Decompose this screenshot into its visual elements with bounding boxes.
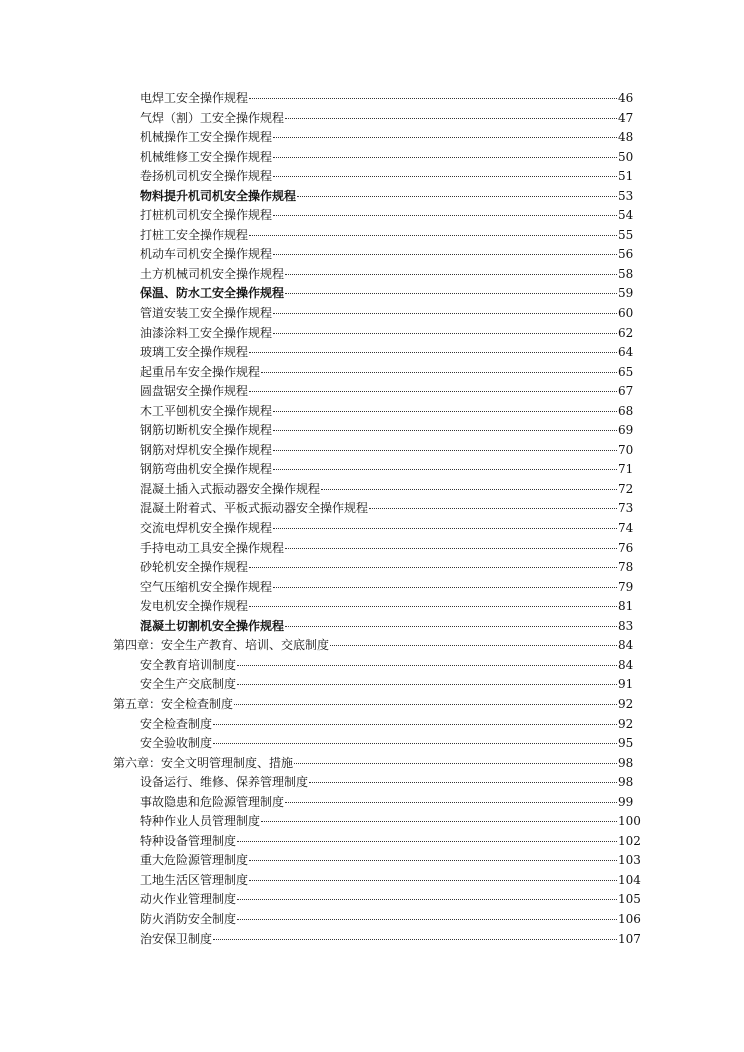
toc-entry[interactable] xyxy=(0,363,632,383)
toc-page-number: 105 xyxy=(618,892,641,907)
toc-page-number: 55 xyxy=(618,227,634,242)
toc-page-number: 84 xyxy=(618,657,634,672)
toc-page-number: 72 xyxy=(618,481,634,496)
toc-entry-title: 气焊（割）工安全操作规程 xyxy=(140,110,285,125)
toc-entry-title: 交流电焊机安全操作规程 xyxy=(140,521,273,536)
toc-dot-leader xyxy=(273,450,617,451)
toc-page-number: 79 xyxy=(618,579,634,594)
toc-entry-title: 安全生产交底制度 xyxy=(140,677,237,692)
toc-entry[interactable] xyxy=(0,402,632,422)
toc-dot-leader xyxy=(249,567,617,568)
toc-dot-leader xyxy=(237,919,617,920)
toc-entry-title: 起重吊车安全操作规程 xyxy=(140,364,261,379)
toc-entry-title: 防火消防安全制度 xyxy=(140,911,237,926)
toc-dot-leader xyxy=(273,411,617,412)
toc-page-number: 106 xyxy=(618,911,641,926)
toc-entry[interactable] xyxy=(0,851,641,871)
toc-entry[interactable] xyxy=(0,421,632,441)
toc-dot-leader xyxy=(294,763,617,764)
toc-chapter-entry[interactable] xyxy=(0,636,632,656)
toc-entry[interactable] xyxy=(0,167,632,187)
toc-entry-title: 圆盘锯安全操作规程 xyxy=(140,384,249,399)
toc-dot-leader xyxy=(369,508,617,509)
toc-page-number: 54 xyxy=(618,208,634,223)
toc-entry[interactable] xyxy=(0,324,632,344)
toc-page-number: 98 xyxy=(618,755,634,770)
toc-page-number: 69 xyxy=(618,423,634,438)
toc-entry[interactable] xyxy=(0,734,632,754)
toc-dot-leader xyxy=(273,430,617,431)
toc-page-number: 83 xyxy=(618,618,634,633)
toc-entry-title: 卷扬机司机安全操作规程 xyxy=(140,169,273,184)
toc-dot-leader xyxy=(285,626,617,627)
toc-dot-leader xyxy=(237,841,617,842)
toc-entry-title: 机械操作工安全操作规程 xyxy=(140,130,273,145)
toc-dot-leader xyxy=(213,939,617,940)
toc-dot-leader xyxy=(249,391,617,392)
toc-page-number: 92 xyxy=(618,716,634,731)
toc-entry-title: 保温、防水工安全操作规程 xyxy=(140,286,285,301)
toc-entry[interactable] xyxy=(0,558,632,578)
toc-entry-title: 砂轮机安全操作规程 xyxy=(140,560,249,575)
toc-entry[interactable] xyxy=(0,89,632,109)
toc-dot-leader xyxy=(330,645,617,646)
toc-page-number: 60 xyxy=(618,306,634,321)
toc-entry[interactable] xyxy=(0,715,632,735)
toc-entry-title: 设备运行、维修、保养管理制度 xyxy=(140,775,309,790)
toc-dot-leader xyxy=(213,743,617,744)
toc-entry[interactable] xyxy=(0,128,632,148)
toc-page-number: 74 xyxy=(618,521,634,536)
toc-entry[interactable] xyxy=(0,675,632,695)
toc-dot-leader xyxy=(285,293,617,294)
toc-entry[interactable] xyxy=(0,617,632,637)
toc-dot-leader xyxy=(261,372,617,373)
toc-entry-title: 管道安装工安全操作规程 xyxy=(140,306,273,321)
toc-dot-leader xyxy=(249,860,617,861)
toc-dot-leader xyxy=(321,489,617,490)
toc-entry[interactable] xyxy=(0,539,632,559)
toc-entry[interactable] xyxy=(0,773,632,793)
toc-entry[interactable] xyxy=(0,793,632,813)
toc-entry[interactable] xyxy=(0,265,632,285)
toc-entry[interactable] xyxy=(0,910,641,930)
toc-page-number: 81 xyxy=(618,599,634,614)
toc-dot-leader xyxy=(237,684,617,685)
toc-page-number: 58 xyxy=(618,266,634,281)
toc-entry[interactable] xyxy=(0,578,632,598)
toc-entry-title: 安全教育培训制度 xyxy=(140,657,237,672)
toc-entry-title: 特种设备管理制度 xyxy=(140,833,237,848)
toc-entry-title: 重大危险源管理制度 xyxy=(140,853,249,868)
toc-page-number: 78 xyxy=(618,560,634,575)
toc-entry[interactable] xyxy=(0,245,632,265)
toc-page-number: 100 xyxy=(618,814,641,829)
toc-dot-leader xyxy=(273,587,617,588)
toc-page-number: 67 xyxy=(618,384,634,399)
toc-entry[interactable] xyxy=(0,597,632,617)
toc-entry-title: 安全检查制度 xyxy=(140,716,213,731)
toc-page-number: 50 xyxy=(618,149,634,164)
toc-dot-leader xyxy=(297,196,617,197)
toc-entry[interactable] xyxy=(0,284,632,304)
toc-page-number: 95 xyxy=(618,736,634,751)
toc-page-number: 51 xyxy=(618,169,634,184)
toc-entry[interactable] xyxy=(0,871,641,891)
toc-entry-title: 第五章：安全检查制度 xyxy=(113,696,234,711)
toc-entry-title: 特种作业人员管理制度 xyxy=(140,814,261,829)
toc-page-number: 65 xyxy=(618,364,634,379)
toc-entry-title: 打桩工安全操作规程 xyxy=(140,227,249,242)
toc-entry[interactable] xyxy=(0,206,632,226)
toc-page-number: 102 xyxy=(618,833,641,848)
toc-entry-title: 混凝土附着式、平板式振动器安全操作规程 xyxy=(140,501,369,516)
toc-entry[interactable] xyxy=(0,656,632,676)
toc-page-number: 104 xyxy=(618,872,641,887)
toc-entry-title: 钢筋弯曲机安全操作规程 xyxy=(140,462,273,477)
toc-entry-title: 混凝土切割机安全操作规程 xyxy=(140,618,285,633)
toc-page-number: 47 xyxy=(618,110,634,125)
toc-entry[interactable] xyxy=(0,499,632,519)
toc-dot-leader xyxy=(237,899,617,900)
toc-entry[interactable] xyxy=(0,441,632,461)
toc-page-number: 70 xyxy=(618,442,634,457)
toc-entry-title: 钢筋对焊机安全操作规程 xyxy=(140,442,273,457)
toc-entry[interactable] xyxy=(0,519,632,539)
toc-page-number: 59 xyxy=(618,286,634,301)
toc-entry[interactable] xyxy=(0,890,641,910)
toc-entry-title: 手持电动工具安全操作规程 xyxy=(140,540,285,555)
toc-dot-leader xyxy=(309,782,617,783)
toc-dot-leader xyxy=(249,606,617,607)
toc-dot-leader xyxy=(273,528,617,529)
toc-entry-title: 打桩机司机安全操作规程 xyxy=(140,208,273,223)
toc-dot-leader xyxy=(273,176,617,177)
toc-page-number: 73 xyxy=(618,501,634,516)
toc-entry-title: 发电机安全操作规程 xyxy=(140,599,249,614)
toc-entry[interactable] xyxy=(0,343,632,363)
toc-entry-title: 动火作业管理制度 xyxy=(140,892,237,907)
toc-dot-leader xyxy=(273,313,617,314)
toc-entry-title: 第四章：安全生产教育、培训、交底制度 xyxy=(113,638,330,653)
toc-dot-leader xyxy=(273,333,617,334)
toc-dot-leader xyxy=(273,215,617,216)
toc-page-number: 92 xyxy=(618,696,634,711)
toc-dot-leader xyxy=(285,802,617,803)
toc-page-number: 107 xyxy=(618,931,641,946)
toc-entry[interactable] xyxy=(0,187,632,207)
toc-chapter-entry[interactable] xyxy=(0,695,632,715)
toc-dot-leader xyxy=(249,235,617,236)
toc-dot-leader xyxy=(234,704,617,705)
toc-dot-leader xyxy=(249,98,617,99)
toc-page-number: 91 xyxy=(618,677,634,692)
toc-dot-leader xyxy=(261,821,617,822)
toc-entry-title: 玻璃工安全操作规程 xyxy=(140,345,249,360)
toc-entry-title: 工地生活区管理制度 xyxy=(140,872,249,887)
toc-page-number: 64 xyxy=(618,345,634,360)
toc-entry-title: 安全验收制度 xyxy=(140,736,213,751)
toc-page-number: 76 xyxy=(618,540,634,555)
toc-page-number: 103 xyxy=(618,853,641,868)
toc-entry-title: 物料提升机司机安全操作规程 xyxy=(140,188,297,203)
toc-entry-title: 电焊工安全操作规程 xyxy=(140,91,249,105)
toc-dot-leader xyxy=(285,118,617,119)
toc-dot-leader xyxy=(273,137,617,138)
toc-dot-leader xyxy=(285,274,617,275)
toc-entry[interactable] xyxy=(0,930,641,950)
toc-page-number: 98 xyxy=(618,775,634,790)
toc-dot-leader xyxy=(213,724,617,725)
toc-chapter-entry[interactable] xyxy=(0,754,632,774)
toc-entry-title: 木工平刨机安全操作规程 xyxy=(140,403,273,418)
toc-dot-leader xyxy=(273,469,617,470)
toc-page-number: 71 xyxy=(618,462,634,477)
toc-dot-leader xyxy=(249,352,617,353)
toc-entry[interactable] xyxy=(0,832,641,852)
toc-dot-leader xyxy=(285,548,617,549)
toc-dot-leader xyxy=(237,665,617,666)
toc-entry[interactable] xyxy=(0,304,632,324)
toc-page-number: 99 xyxy=(618,794,634,809)
toc-page-number: 84 xyxy=(618,638,634,653)
toc-entry[interactable] xyxy=(0,812,641,832)
toc-page-number: 46 xyxy=(618,91,634,105)
toc-page-number: 68 xyxy=(618,403,634,418)
toc-dot-leader xyxy=(273,157,617,158)
toc-entry-title: 混凝土插入式振动器安全操作规程 xyxy=(140,481,321,496)
toc-dot-leader xyxy=(273,254,617,255)
toc-entry[interactable] xyxy=(0,148,632,168)
toc-entry[interactable] xyxy=(0,226,632,246)
table-of-contents xyxy=(0,89,744,949)
toc-entry-title: 第六章：安全文明管理制度、措施 xyxy=(113,755,294,770)
toc-entry[interactable] xyxy=(0,480,632,500)
toc-entry-title: 空气压缩机安全操作规程 xyxy=(140,579,273,594)
toc-page-number: 53 xyxy=(618,188,634,203)
toc-entry-title: 机械维修工安全操作规程 xyxy=(140,149,273,164)
toc-entry-title: 油漆涂料工安全操作规程 xyxy=(140,325,273,340)
toc-entry[interactable] xyxy=(0,460,632,480)
toc-entry-title: 土方机械司机安全操作规程 xyxy=(140,266,285,281)
toc-entry-title: 治安保卫制度 xyxy=(140,931,213,946)
toc-page-number: 62 xyxy=(618,325,634,340)
toc-entry[interactable] xyxy=(0,382,632,402)
toc-dot-leader xyxy=(249,880,617,881)
toc-entry-title: 机动车司机安全操作规程 xyxy=(140,247,273,262)
toc-entry-title: 事故隐患和危险源管理制度 xyxy=(140,794,285,809)
toc-page-number: 56 xyxy=(618,247,634,262)
toc-page-number: 48 xyxy=(618,130,634,145)
toc-entry-title: 钢筋切断机安全操作规程 xyxy=(140,423,273,438)
toc-entry[interactable] xyxy=(0,109,632,129)
